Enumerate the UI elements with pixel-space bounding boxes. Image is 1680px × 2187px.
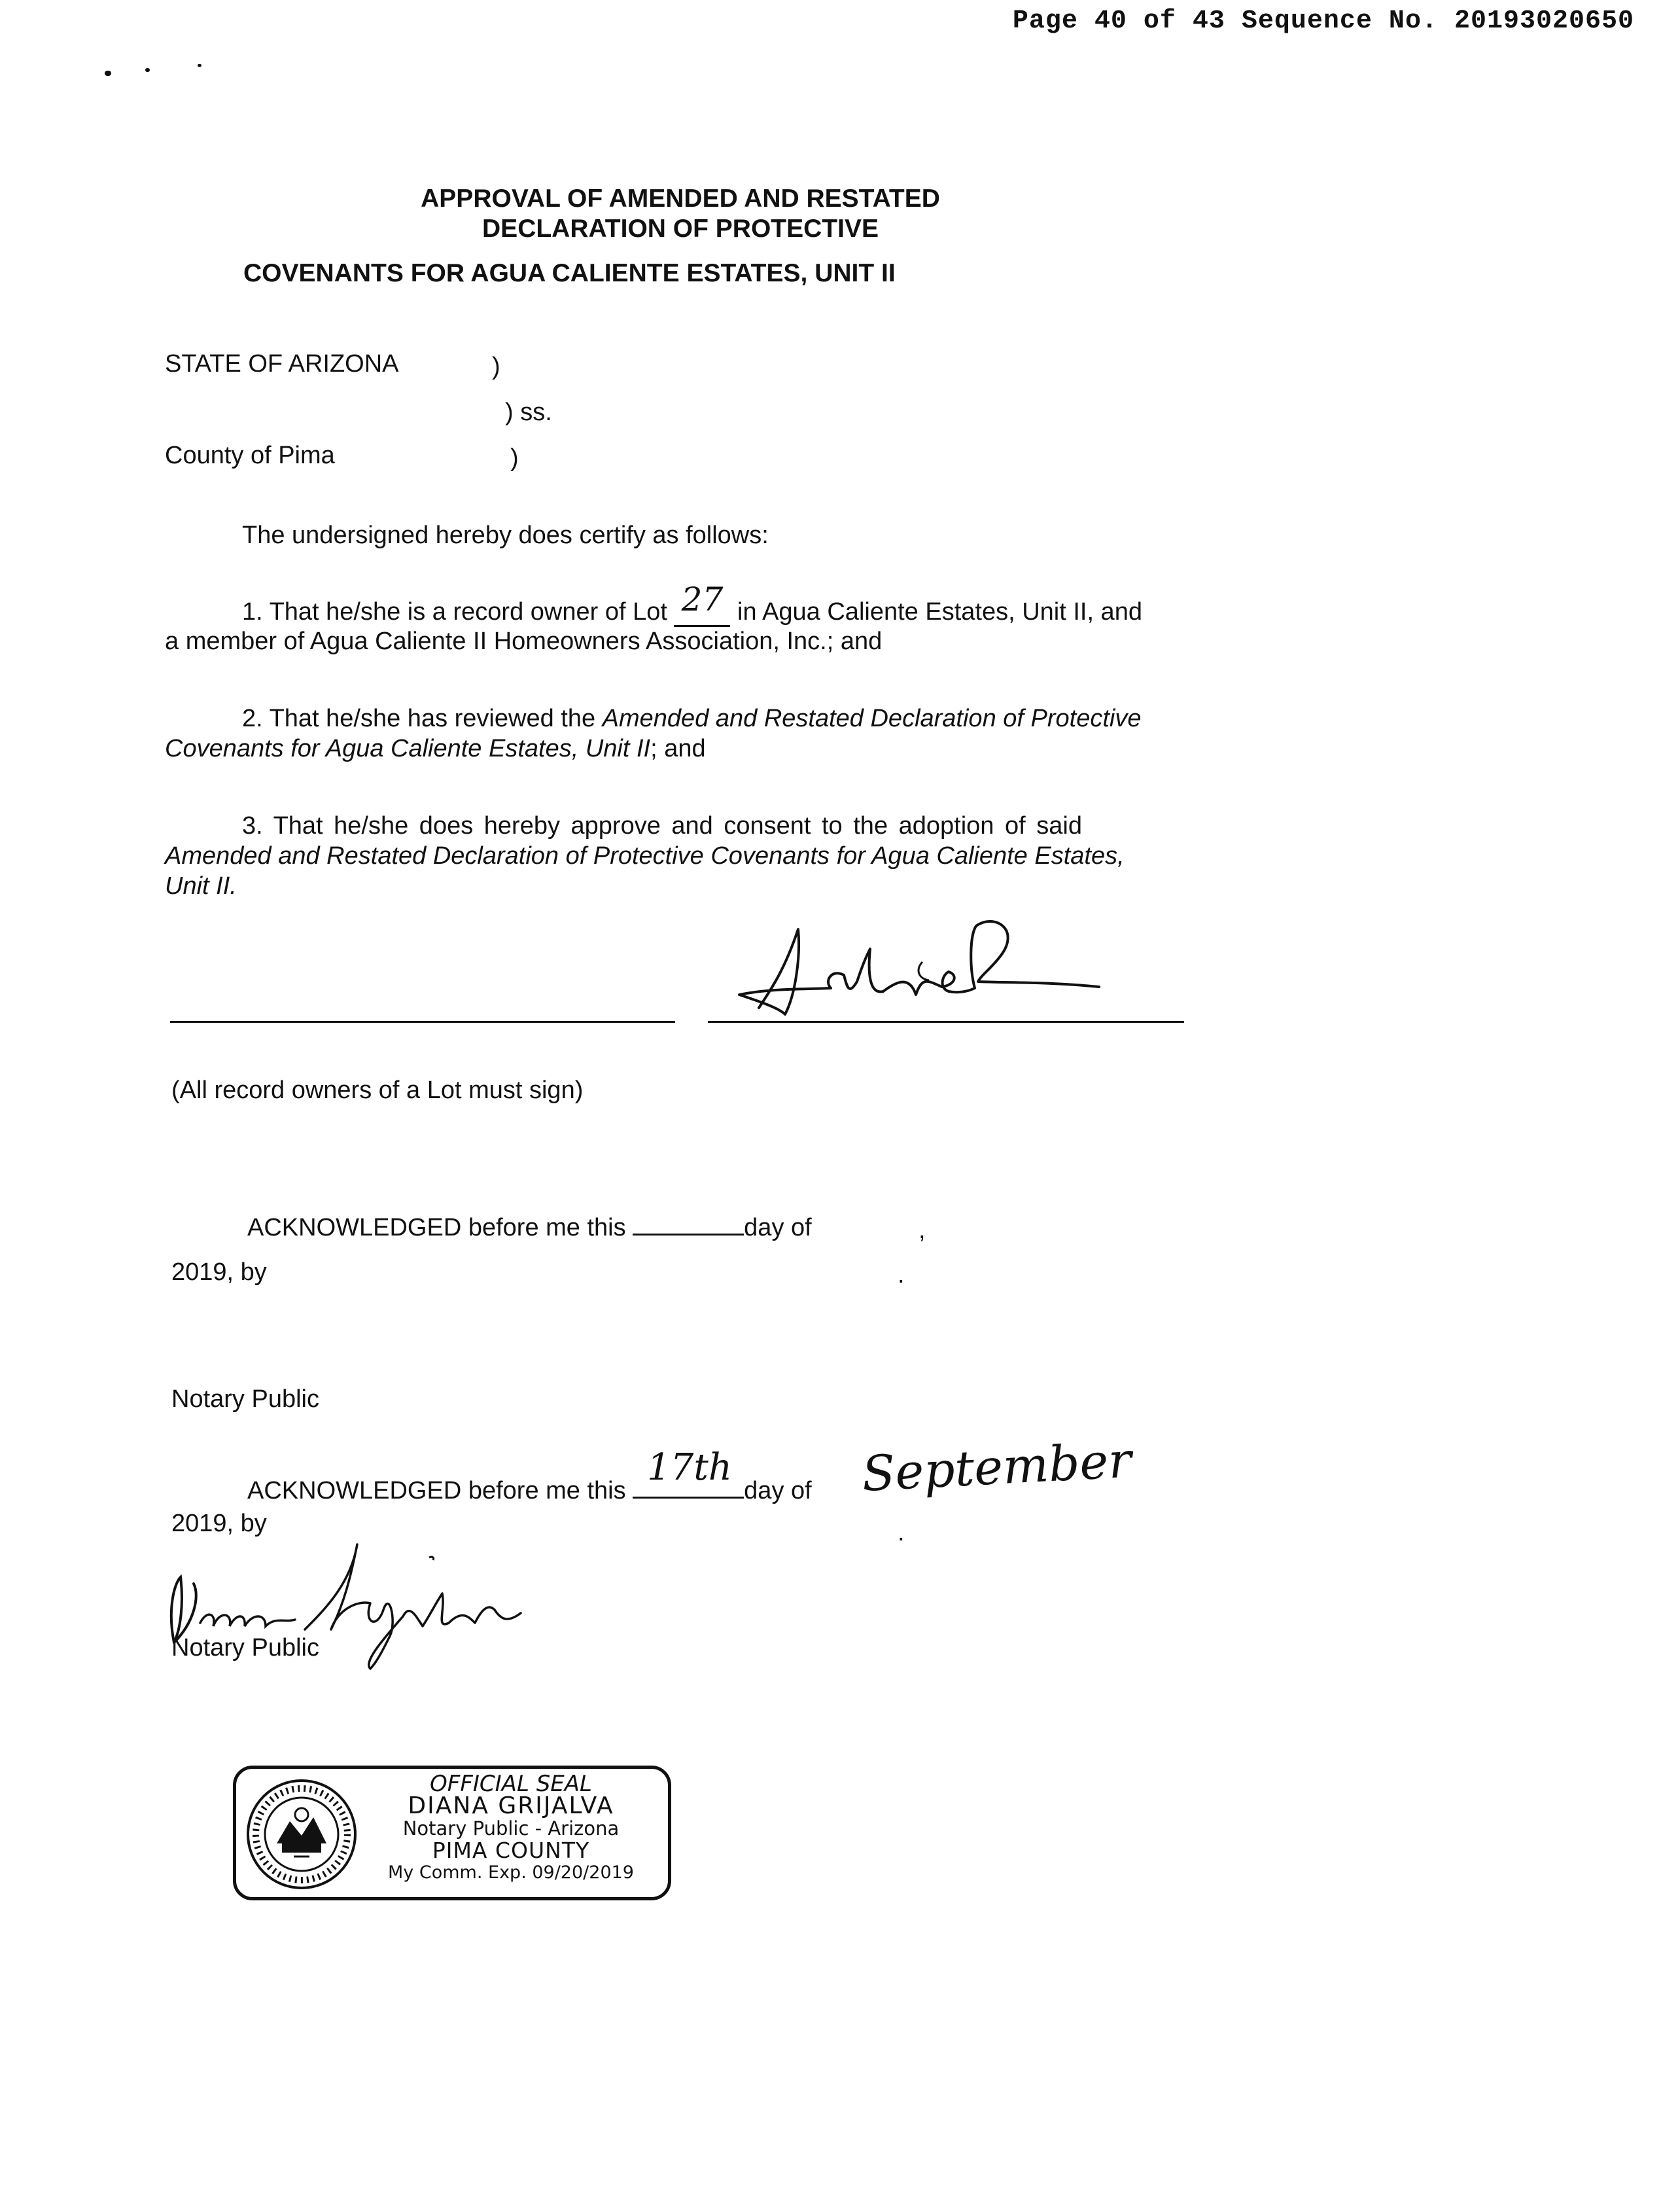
venue-state: STATE OF ARIZONA: [165, 350, 399, 378]
ack-2-day-handwritten: 17th: [647, 1446, 732, 1489]
ack-2-month-handwritten: September: [860, 1432, 1133, 1502]
item-2-suffix: ; and: [650, 735, 706, 762]
document-title-line-2: DECLARATION OF PROTECTIVE: [482, 215, 879, 243]
ack-2-line: [247, 1446, 812, 1506]
venue-ss: ) ss.: [505, 399, 552, 426]
seal-line-notary-state: Notary Public - Arizona: [402, 1817, 620, 1840]
item-1-line-1: [242, 580, 1142, 628]
item-3-line-3: Unit II.: [165, 872, 237, 900]
item-2-prefix: 2. That he/she has reviewed the: [242, 705, 603, 732]
item-2-line-1: [242, 703, 1141, 734]
document-title-line-3: COVENANTS FOR AGUA CALIENTE ESTATES, UNIT II: [243, 259, 896, 287]
item-1-suffix: in Agua Caliente Estates, Unit II, and: [730, 598, 1142, 626]
seal-line-notary-name: DIANA GRIJALVA: [408, 1792, 614, 1819]
scan-speck: [105, 71, 111, 76]
record-owners-note: (All record owners of a Lot must sign): [171, 1076, 584, 1104]
ack-1-comma: ,: [919, 1217, 926, 1244]
scan-speck: [145, 68, 150, 72]
item-3-line-1: 3. That he/she does hereby approve and consent to the adoption of said: [242, 812, 1082, 840]
ack-1-day-blank: [633, 1215, 744, 1236]
ack-1-year-by: 2019, by: [171, 1258, 267, 1286]
ack-1-period: .: [898, 1261, 905, 1289]
signature-line-left: [170, 1021, 675, 1023]
ack-1-label: ACKNOWLEDGED before me this: [247, 1214, 626, 1241]
ack-2-period: .: [898, 1519, 905, 1546]
item-2-title-part-1: Amended and Restated Declaration of Protective: [602, 705, 1142, 732]
ack-2-day-of: day of: [744, 1477, 812, 1504]
notary-seal-stamp: [233, 1766, 671, 1900]
ack-2-notary-label: Notary Public: [171, 1634, 319, 1662]
ack-2-label: ACKNOWLEDGED before me this: [247, 1477, 626, 1504]
scan-speck: [198, 64, 201, 67]
document-title-line-1: APPROVAL OF AMENDED AND RESTATED: [421, 185, 940, 213]
page-sequence-header: Page 40 of 43 Sequence No. 20193020650: [1012, 7, 1634, 36]
ack-2-year-by: 2019, by: [171, 1510, 267, 1537]
venue-paren-3: ): [510, 444, 519, 472]
seal-line-official-seal: OFFICIAL SEAL: [430, 1771, 592, 1797]
owner-signature: [733, 910, 1138, 1027]
state-seal-emblem: [243, 1775, 360, 1893]
ack-2-day-blank: [633, 1446, 744, 1499]
certify-intro: The undersigned hereby does certify as follows:: [242, 522, 769, 549]
item-3-line-2: Amended and Restated Declaration of Protective Covenants for Agua Caliente Estates,: [165, 842, 1125, 870]
item-1-line-2: a member of Agua Caliente II Homeowners Association, Inc.; and: [165, 628, 883, 655]
seal-text-block: [367, 1773, 655, 1884]
seal-line-county: PIMA COUNTY: [432, 1838, 590, 1863]
item-2-title-part-2: Covenants for Agua Caliente Estates, Unit II: [165, 735, 651, 762]
item-2-line-2: [165, 733, 706, 764]
ack-1-line: [247, 1212, 812, 1243]
venue-paren-1: ): [492, 353, 500, 380]
item-1-prefix: 1. That he/she is a record owner of Lot: [242, 598, 674, 626]
ack-1-notary-label: Notary Public: [171, 1385, 319, 1413]
ack-1-day-of: day of: [744, 1214, 812, 1241]
venue-county: County of Pima: [165, 442, 335, 469]
lot-number-handwritten: 27: [674, 596, 730, 627]
seal-line-commission-expiry: My Comm. Exp. 09/20/2019: [388, 1862, 634, 1883]
